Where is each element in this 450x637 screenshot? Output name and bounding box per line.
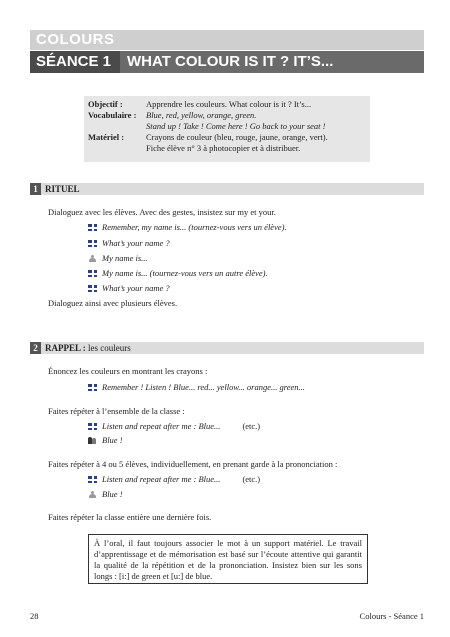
rituel-outro: Dialoguez ainsi avec plusieurs élèves. <box>48 298 178 308</box>
section-label: RITUEL <box>45 184 80 194</box>
uk-flag-icon <box>88 384 97 391</box>
vocab-line-1: Blue, red, yellow, orange, green. <box>146 110 257 120</box>
materiel-line-1: Crayons de couleur (bleu, rouge, jaune, orange, vert). <box>146 132 328 142</box>
materiel-label: Matériel : <box>88 132 125 142</box>
rappel-p4: Faites répéter la classe entière une dernière fois. <box>48 512 212 522</box>
uk-flag-icon <box>88 285 97 292</box>
vocab-label: Vocabulaire : <box>88 110 137 120</box>
running-footer: Colours - Séance 1 <box>359 611 424 621</box>
page-number: 28 <box>30 611 39 621</box>
objectif-label: Objectif : <box>88 99 123 109</box>
section-number: 1 <box>30 183 41 195</box>
uk-flag-icon <box>88 270 97 277</box>
dialogue-line: Listen and repeat after me : Blue... (etc.) <box>88 421 260 432</box>
rappel-p1: Énoncez les couleurs en montrant les crayons : <box>48 366 208 376</box>
rappel-p3: Faites répéter à 4 ou 5 élèves, individuellement, en prenant garde à la prononciation : <box>48 459 338 469</box>
unit-title: COLOURS <box>36 31 115 48</box>
objectif-text: Apprendre les couleurs. What colour is it ? It’s... <box>146 99 312 109</box>
dialogue-line: What’s your name ? <box>88 283 170 294</box>
section-label: RAPPEL : <box>45 343 86 353</box>
uk-flag-icon <box>88 224 97 231</box>
rituel-intro: Dialoguez avec les élèves. Avec des gestes, insistez sur my et your. <box>48 207 276 217</box>
student-icon <box>88 491 97 498</box>
section-number: 2 <box>30 342 41 354</box>
pedagogical-note: À l’oral, il faut toujours associer le mot à un support matériel. Le travail d’apprentissage et de mémorisation est basé sur l’écoute attentive qui garantit la qualité de la répétition et de la prononciation. Insistez bien sur les sons longs : [i:] de green et [u:] de blue. <box>88 534 368 584</box>
uk-flag-icon <box>88 240 97 247</box>
dialogue-line: What’s your name ? <box>88 238 170 249</box>
seance-banner <box>30 51 424 73</box>
dialogue-line: Blue ! <box>88 435 123 446</box>
uk-flag-icon <box>88 476 97 483</box>
objectives-box <box>84 96 370 162</box>
student-icon <box>88 255 97 262</box>
section-rappel-header <box>30 342 424 354</box>
dialogue-line: My name is... (tournez-vous vers un autre élève). <box>88 268 268 279</box>
uk-flag-icon <box>88 423 97 430</box>
dialogue-line: My name is... <box>88 253 148 264</box>
dialogue-line: Remember ! Listen ! Blue... red... yellow... orange... green... <box>88 382 305 393</box>
seance-title: WHAT COLOUR IS IT ? IT’S... <box>127 53 334 70</box>
class-group-icon <box>88 437 97 444</box>
dialogue-line: Blue ! <box>88 489 123 500</box>
section-label-rest: les couleurs <box>88 343 131 353</box>
dialogue-line: Remember, my name is... (tournez-vous vers un élève). <box>88 222 287 233</box>
seance-label: SÉANCE 1 <box>30 51 120 73</box>
dialogue-line: Listen and repeat after me : Blue... (etc.) <box>88 474 260 485</box>
vocab-line-2: Stand up ! Take ! Come here ! Go back to your seat ! <box>146 121 326 131</box>
unit-banner <box>30 30 424 50</box>
rappel-p2: Faites répéter à l’ensemble de la classe : <box>48 406 185 416</box>
materiel-line-2: Fiche élève n° 3 à photocopier et à distribuer. <box>146 143 301 153</box>
section-rituel-header <box>30 183 424 195</box>
